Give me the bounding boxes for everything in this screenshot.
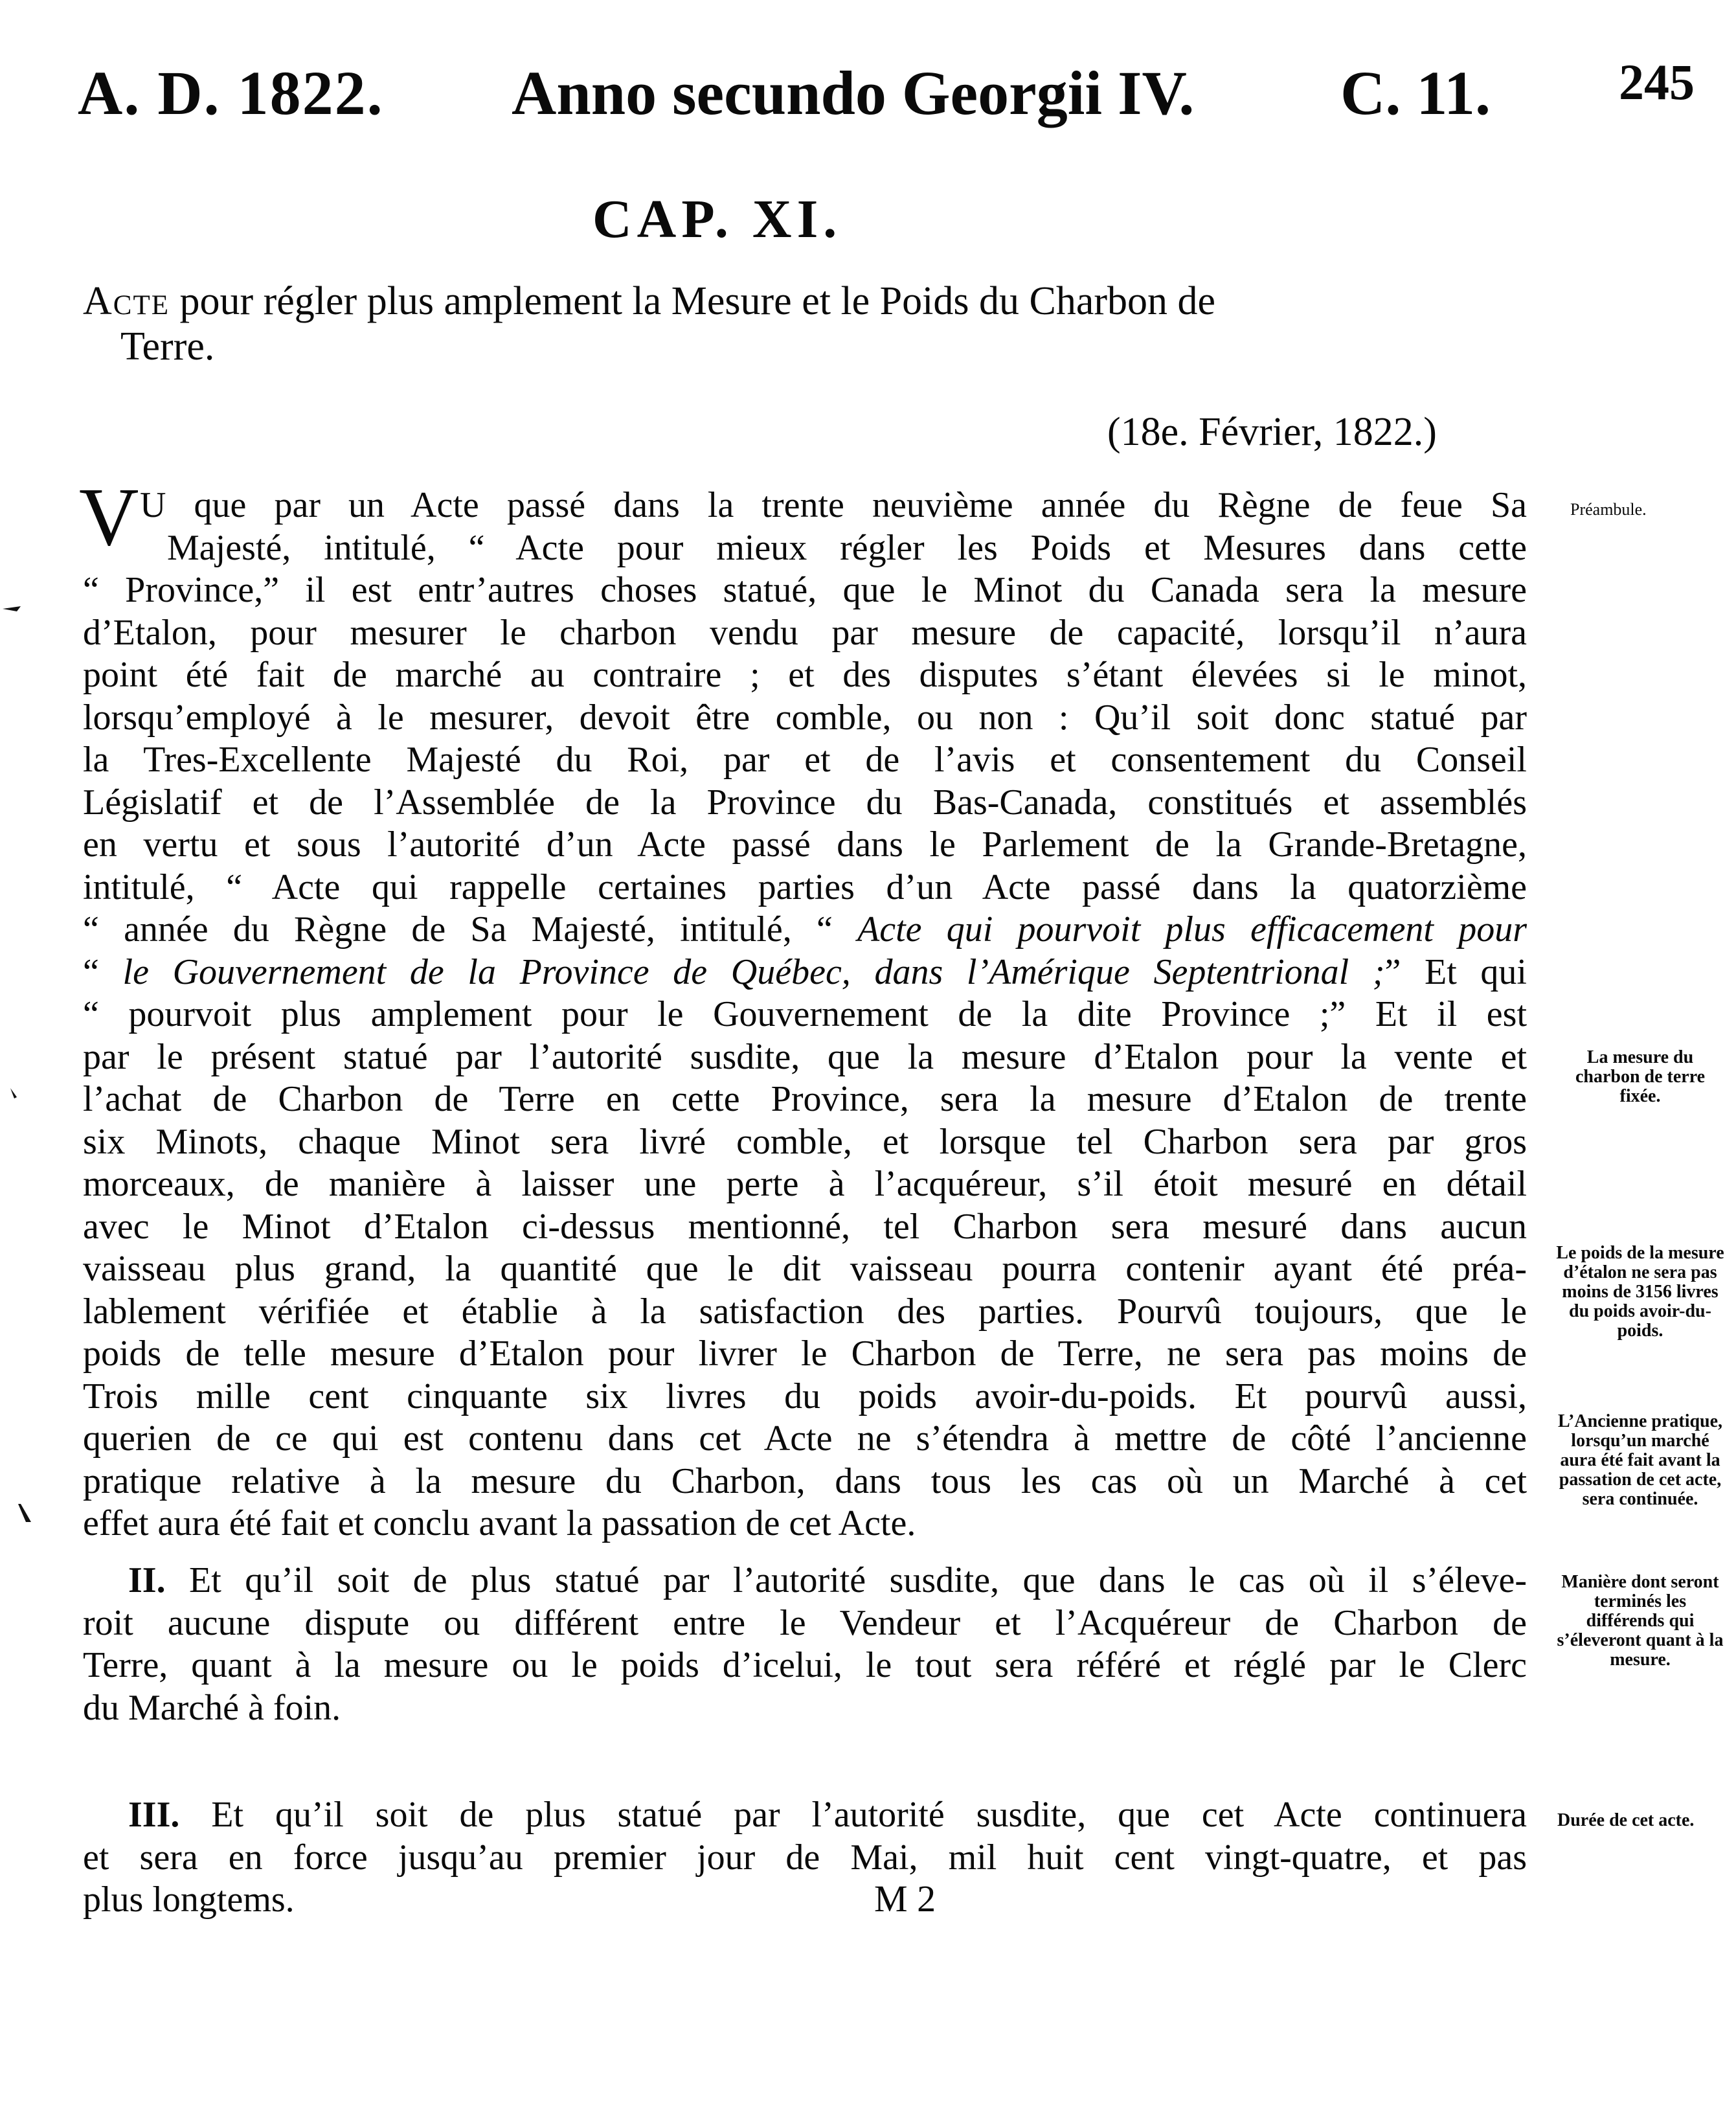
text-line: Trois mille cent cinquante six livres du poids avoir-du-poids. Et pourvû aussi,	[83, 1376, 1527, 1416]
signature-mark: M 2	[874, 1878, 936, 1920]
quote-close: ” Et qui	[1384, 951, 1527, 992]
page-number: 245	[1619, 54, 1695, 110]
text-line: Majesté, intitulé, “ Acte pour mieux régler les Poids et Mesures dans cette	[167, 527, 1527, 568]
margin-mark-icon	[14, 1503, 34, 1525]
text-line: vaisseau plus grand, la quantité que le dit vaisseau pourra contenir ayant été préa-	[83, 1249, 1527, 1289]
header-regnal-year: Anno secundo Georgii IV.	[512, 58, 1195, 128]
text-line: morceaux, de manière à laisser une perte à l’acquéreur, s’il étoit mesuré en détail	[83, 1164, 1527, 1204]
chapter-title: CAP. XI.	[592, 189, 842, 249]
text-line: par le présent statué par l’autorité susdite, que la mesure d’Etalon pour la vente et	[83, 1036, 1527, 1077]
act-date: (18e. Février, 1822.)	[1107, 410, 1437, 454]
act-title-rest: pour régler plus amplement la Mesure et le Poids du Charbon de	[170, 279, 1216, 323]
act-title-continuation: Terre.	[120, 324, 215, 369]
text-line: plus longtems.	[83, 1880, 295, 1920]
text-line	[83, 951, 1527, 994]
paragraph-preamble	[79, 471, 1527, 1545]
text-line: la Tres-Excellente Majesté du Roi, par et de l’avis et consentement du Conseil	[83, 740, 1527, 780]
text-line: l’achat de Charbon de Terre en cette Province, sera la mesure d’Etalon de trente	[83, 1079, 1527, 1119]
header-year: A. D. 1822.	[78, 58, 384, 128]
section-number: III.	[128, 1795, 180, 1835]
act-title	[83, 278, 1533, 369]
text-line: pratique relative à la mesure du Charbon, dans tous les cas où un Marché à cet	[83, 1460, 1527, 1501]
margin-note-duree: Durée de cet acte.	[1557, 1810, 1695, 1830]
text-line: avec le Minot d’Etalon ci-dessus mentionné, tel Charbon sera mesuré dans aucun	[83, 1206, 1527, 1247]
act-title-lead: Acte	[83, 279, 170, 323]
margin-note-ancienne: L’Ancienne pratique, lorsqu’un marché aura été fait avant la passation de cet acte, sera continuée.	[1557, 1411, 1723, 1509]
text-line: Terre, quant à la mesure ou le poids d’icelui, le tout sera référé et réglé par le Clerc	[83, 1645, 1527, 1685]
margin-note-mesure: La mesure du charbon de terre fixée.	[1575, 1047, 1706, 1106]
text-line-rest: Et qu’il soit de plus statué par l’autorité susdite, que cet Acte continuera	[179, 1795, 1527, 1835]
text-line: lorsqu’employé à le mesurer, devoit être comble, ou non : Qu’il soit donc statué par	[83, 697, 1527, 738]
text-line	[83, 1560, 1527, 1602]
text-line: “ Province,” il est entr’autres choses statué, que le Minot du Canada sera la mesure	[83, 570, 1527, 610]
italic-citation: le Gouvernement de la Province de Québec, dans l’Amérique Septentrional ;	[122, 951, 1385, 992]
italic-citation: Acte qui pourvoit plus efficacement pour	[857, 909, 1527, 949]
margin-mark-icon	[8, 1085, 21, 1101]
text-line: six Minots, chaque Minot sera livré comble, et lorsque tel Charbon sera par gros	[83, 1121, 1527, 1162]
dropcap-letter: V	[79, 471, 139, 563]
text-line	[83, 1794, 1527, 1837]
text-line: en vertu et sous l’autorité d’un Acte passé dans le Parlement de la Grande-Bretagne,	[83, 824, 1527, 865]
margin-mark-icon	[1, 602, 23, 615]
margin-note-maniere: Manière dont seront terminés les différends qui s’éleveront quant à la mesure.	[1557, 1572, 1724, 1670]
text-line-rest: Et qu’il soit de plus statué par l’autorité susdite, que dans le cas où il s’éleve-	[165, 1560, 1527, 1600]
text-line: du Marché à foin.	[83, 1687, 341, 1728]
text-line: U que par un Acte passé dans la trente neuvième année du Règne de feue Sa	[140, 485, 1527, 525]
header-chapter: C. 11.	[1340, 58, 1491, 128]
paragraph-section-3	[83, 1794, 1527, 1922]
paragraph-section-2	[83, 1560, 1527, 1729]
text-line: et sera en force jusqu’au premier jour de Mai, mil huit cent vingt-quatre, et pas	[83, 1837, 1527, 1878]
margin-note-poids: Le poids de la mesure d’étalon ne sera pas moins de 3156 livres du poids avoir-du-poids.	[1556, 1243, 1724, 1341]
text-line: Législatif et de l’Assemblée de la Province du Bas-Canada, constitués et assemblés	[83, 782, 1527, 823]
quote-open: “	[83, 951, 123, 992]
text-line: d’Etalon, pour mesurer le charbon vendu par mesure de capacité, lorsqu’il n’aura	[83, 612, 1527, 653]
section-number: II.	[128, 1560, 166, 1600]
text-line: “ pourvoit plus amplement pour le Gouvernement de la dite Province ;” Et il est	[83, 994, 1527, 1034]
text-line: querien de ce qui est contenu dans cet Acte ne s’étendra à mettre de côté l’ancienne	[83, 1418, 1527, 1459]
text-line: effet aura été fait et conclu avant la passation de cet Acte.	[83, 1503, 916, 1543]
text-line: roit aucune dispute ou différent entre le Vendeur et l’Acquéreur de Charbon de	[83, 1602, 1527, 1643]
text-line: point été fait de marché au contraire ; et des disputes s’étant élevées si le minot,	[83, 655, 1527, 695]
text-line	[83, 909, 1527, 951]
text-line: lablement vérifiée et établie à la satisfaction des parties. Pourvû toujours, que le	[83, 1291, 1527, 1332]
text-line: intitulé, “ Acte qui rappelle certaines parties d’un Acte passé dans la quatorzième	[83, 867, 1527, 907]
text-line-start: “ année du Règne de Sa Majesté, intitulé, “	[83, 909, 833, 949]
text-line: poids de telle mesure d’Etalon pour livrer le Charbon de Terre, ne sera pas moins de	[83, 1334, 1527, 1374]
margin-note-preamble: Préambule.	[1570, 500, 1647, 519]
